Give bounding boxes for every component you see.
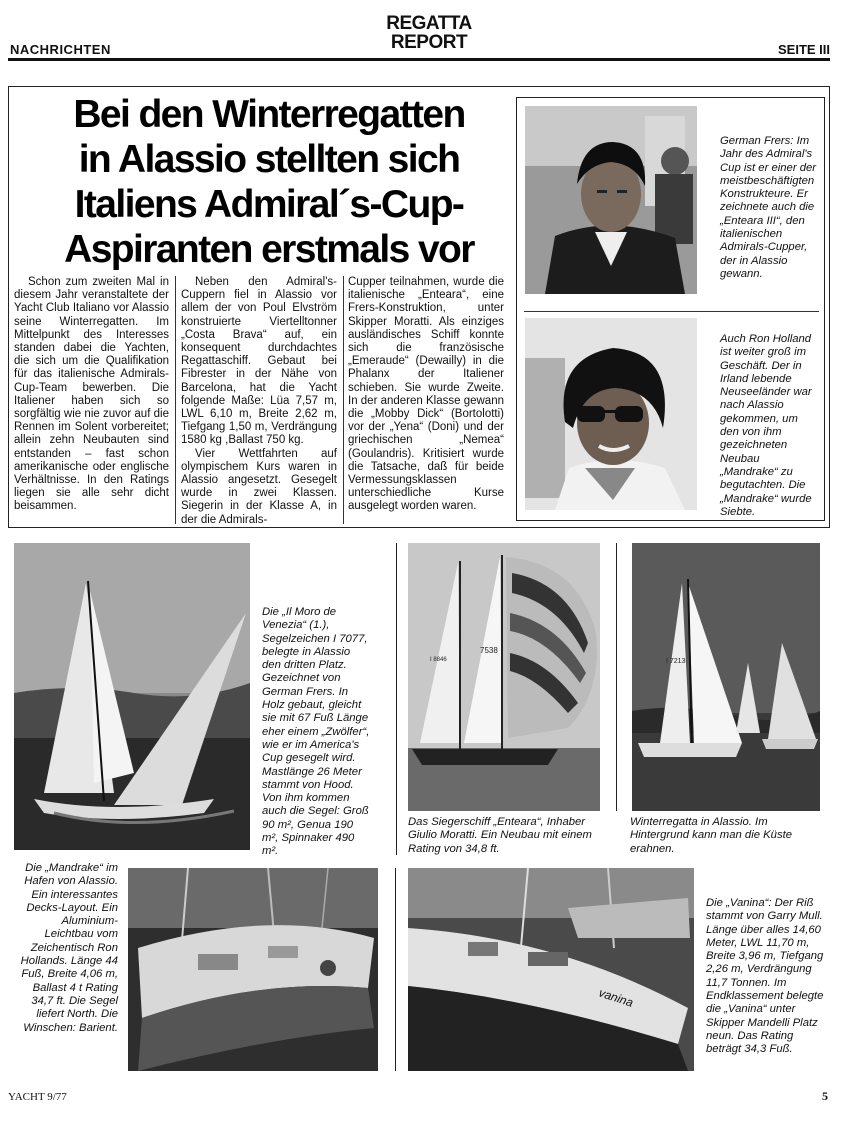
column-divider (343, 276, 344, 524)
article-column-3 (348, 276, 504, 514)
headline-line-3: Italiens Admiral´s-Cup- (74, 183, 464, 226)
sail-number-8846: I 8846 (430, 657, 447, 663)
column-1-text: Schon zum zweiten Mal in diesem Jahr veranstaltete der Yacht Club Italiano vor Alassio seine Winterregatten. Im Mittelpunkt des Interesses standen dabei die Yachten, die sich um die Qualifikation für das italienische Admirals-Cup-Team bewerben. Die Italiener haben sich so sorgfältig wie nie zuvor auf die Rennen im Solent vorbereitet; allein zehn Neubauten sind entstanden – fast schon amerikanische oder englische Verhältnisse. In den Ratings liegen sie alle sehr dicht beisammen. (14, 276, 169, 513)
article-headline (34, 92, 504, 272)
vanina-photo (408, 868, 694, 1071)
enteara-caption: Das Siegerschiff „Enteara“, Inhaber Giulio Moratti. Ein Neubau mit einem Rating von 34,8 ft. (408, 816, 592, 855)
winterregatta-photo (632, 543, 820, 811)
il-moro-photo (14, 543, 250, 850)
frers-caption: German Frers: Im Jahr des Admiral's Cup ist er einer der meistbeschäftigten Konstrukteure. Er zeichnete auch die „Enteara III“, den italienischen Admirals-Cupper, der in Alassio gewann. (720, 135, 817, 280)
enteara-photo (408, 543, 600, 811)
ron-holland-photo (525, 318, 697, 510)
page-number: 5 (822, 1089, 828, 1103)
column-divider (175, 276, 176, 524)
article-column-2 (181, 276, 337, 527)
section-label: NACHRICHTEN (10, 42, 111, 57)
vanina-caption: Die „Vanina“: Der Riß stammt von Garry Mull. Länge über alles 14,60 Meter, LWL 11,70 m, Breite 3,96 m, Tiefgang 2,26 m, Verdrängung 11,7 Tonnen. Im Endklassement belegte die „Vanina“ unter Skipper Mandelli Platz neun. Das Rating beträgt 34,3 Fuß. (706, 897, 824, 1056)
winterregatta-caption: Winterregatta in Alassio. Im Hintergrund kann man die Küste erahnen. (630, 816, 793, 855)
hull-name-vanina: vanina (597, 985, 636, 1010)
header-rule (8, 58, 830, 61)
article-column-1 (14, 276, 169, 514)
portrait-divider (524, 311, 819, 312)
photo-divider (396, 543, 397, 855)
column-3-text: Cupper teilnahmen, wurde die italienische „Enteara“, eine Frers-Konstruktion, unter Skipper Moratti. Als einziges ausländisches Schiff konnte sich die französische „Emeraude“ (Dewailly) in die Phalanx der Italiener schieben. Sie wurde Zweite. In der anderen Klasse gewann die „Mobby Dick“ (Bortolotti) vor der „Yena“ (Doni) und der griechischen „Nemea“ (Goulandris). Kritisiert wurde die Tatsache, daß für beide Vermessungsklassen unterschiedliche Kurse ausgelegt worden waren. (348, 276, 504, 513)
holland-caption: Auch Ron Holland ist weiter groß im Geschäft. Der in Irland lebende Neuseeländer war nach Alassio gekommen, um den von ihm gezeichneten Neubau „Mandrake“ zu begutachten. Die „Mandrake“ wurde Siebte. (720, 333, 812, 518)
headline-line-4: Aspiranten erstmals vor (64, 228, 474, 271)
german-frers-photo (525, 106, 697, 294)
logo-line-2: REPORT (390, 32, 468, 53)
headline-line-1: Bei den Winterregatten (73, 93, 465, 136)
column-2-paragraph-2: Vier Wettfahrten auf olympischem Kurs waren in Alassio angesetzt. Gesegelt wurde in zwei Klassen. Siegerin in der Klasse A, in der die Admirals- (181, 447, 337, 526)
photo-divider (616, 543, 617, 811)
magazine-issue: YACHT 9/77 (8, 1091, 67, 1103)
logo-line-1: REGATTA (386, 13, 472, 34)
regatta-report-logo (378, 14, 480, 52)
il-moro-caption: Die „Il Moro de Venezia“ (1.), Segelzeichen I 7077, belegte in Alassio den dritten Platz. Gezeichnet von German Frers. In Holz gebaut, gleicht sie mit 67 Fuß Länge eher einem „Zwölfer“, wie er im America's Cup gesegelt wird. Mastlänge 26 Meter stammt von Hood. Von ihm kommen auch die Segel: Groß 90 m², Genua 190 m², Spinnaker 490 m². (262, 606, 370, 858)
sail-number-7538: 7538 (480, 646, 498, 655)
sail-number-7213: I 7213 (666, 658, 686, 665)
photo-divider (395, 868, 396, 1071)
mandrake-photo (128, 868, 378, 1071)
column-2-paragraph-1: Neben den Admiral's-Cuppern fiel in Alassio vor allem der von Poul Elvström konstruierte Viertelltonner „Costa Brava“ auf, ein konsequent durchdachtes Regattaschiff. Gebaut bei Fibrester in der Nähe von Barcelona, hat die Yacht folgende Maße: Lüa 7,57 m, LWL 6,10 m, Breite 2,62 m, Tiefgang 1,50 m, Verdrängung 1580 kg ,Ballast 750 kg. (181, 276, 337, 447)
mandrake-caption: Die „Mandrake“ im Hafen von Alassio. Ein interessantes Decks-Layout. Ein Aluminium-Leichtbau vom Zeichentisch Ron Hollands. Länge 44 Fuß, Breite 4,06 m, Ballast 4 t Rating 34,7 ft. Die Segel liefert North. Die Winschen: Barient. (20, 862, 118, 1034)
headline-line-2: in Alassio stellten sich (78, 138, 460, 181)
page-label: SEITE III (777, 42, 830, 57)
